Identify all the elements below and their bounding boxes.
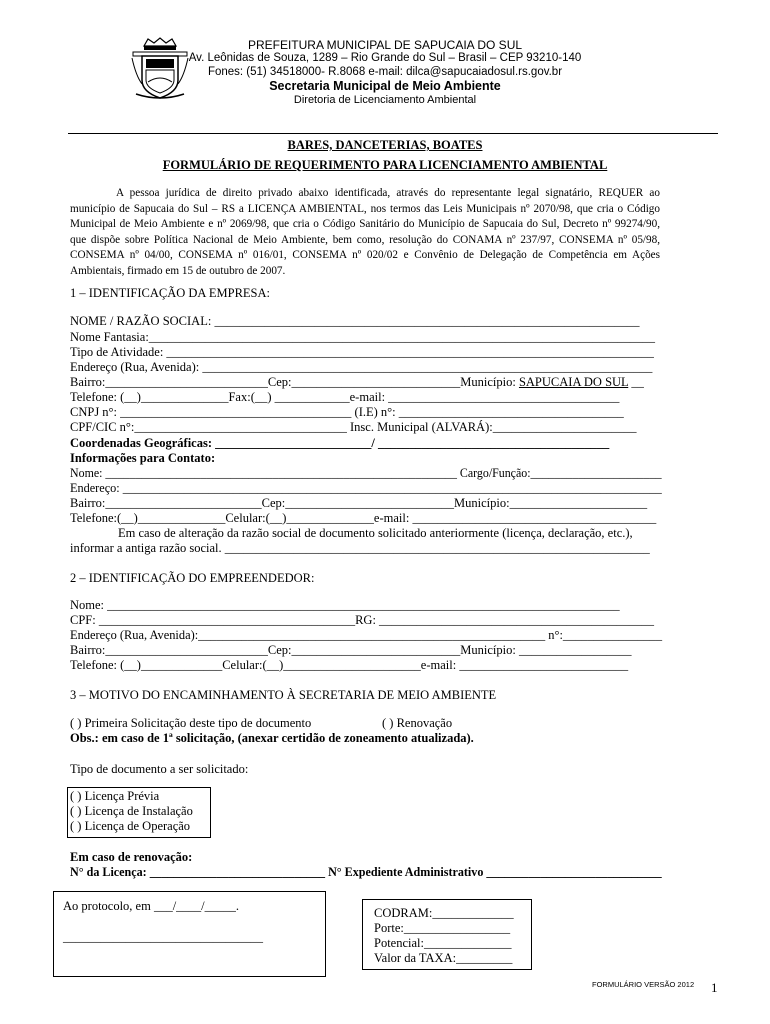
bairro-cep-label: Bairro:__________________________Cep:___________________________Município: [70,375,519,389]
header-diretoria: Diretoria de Licenciamento Ambiental [293,94,477,106]
header-address: Av. Leônidas de Souza, 1289 – Rio Grande do Sul – Brasil – CEP 93210-140 [188,52,582,64]
header-secretaria: Secretaria Municipal de Meio Ambiente [269,79,501,93]
form-title: FORMULÁRIO DE REQUERIMENTO PARA LICENCIAMENTO AMBIENTAL [162,158,608,172]
protocolo-date-field[interactable]: Ao protocolo, em ___/____/_____. [63,899,240,913]
renovacao-label: Em caso de renovação: [70,850,193,864]
contato-endereco-field[interactable]: Endereço: ________________________________________________________________________________________ [70,481,662,495]
potencial-field[interactable]: Potencial:______________ [374,936,512,950]
municipio-tail: __ [628,375,644,389]
telefone-fax-email-field[interactable]: Telefone: (__)______________Fax:(__) ____________e-mail: _____________________________________ [70,390,620,404]
empreendedor-bairro-field[interactable]: Bairro:__________________________Cep:___________________________Município: __________________ [70,643,632,657]
empreendedor-cpf-rg-field[interactable]: CPF: _________________________________________RG: ____________________________________________ [70,613,655,627]
licenca-operacao-checkbox[interactable]: ( ) Licença de Operação [70,819,191,833]
header-divider [68,133,718,134]
empreendedor-nome-field[interactable]: Nome: __________________________________________________________________________________ [70,598,620,612]
empreendedor-endereco-field[interactable]: Endereço (Rua, Avenida):________________________________________________________ n°:________________ [70,628,663,642]
valor-taxa-field[interactable]: Valor da TAXA:_________ [374,951,513,965]
cpf-alvara-field[interactable]: CPF/CIC n°:__________________________________ Insc. Municipal (ALVARÁ):_______________________ [70,420,637,434]
contato-telefone-field[interactable]: Telefone:(__)______________Celular:(__)______________e-mail: _______________________________________ [70,511,657,525]
header-contact: Fones: (51) 34518000- R.8068 e-mail: dilca@sapucaiadosul.rs.gov.br [207,66,563,78]
primeira-solicitacao-checkbox[interactable]: ( ) Primeira Solicitação deste tipo de documento [70,716,312,730]
coordenadas-field[interactable]: Coordenadas Geográficas: _________________________/ _____________________________________ [70,436,610,450]
contato-nome-field[interactable]: Nome: ___________________________________________________________ Cargo/Função:______________________ [70,466,662,480]
renovacao-checkbox[interactable]: ( ) Renovação [382,716,453,730]
empreendedor-telefone-field[interactable]: Telefone: (__)_____________Celular:(__)______________________e-mail: ___________________________ [70,658,629,672]
page-number: 1 [711,980,718,995]
razao-social-field[interactable]: NOME / RAZÃO SOCIAL: ____________________________________________________________________ [70,314,640,328]
cnpj-ie-field[interactable]: CNPJ n°: _____________________________________ (I.E) n°: ____________________________________ [70,405,624,419]
form-version: FORMULÁRIO VERSÃO 2012 [592,980,695,989]
alteracao-text: Em caso de alteração da razão social de documento solicitado anteriormente (licença, declaração, etc.), [118,526,633,540]
obs-zoneamento: Obs.: em caso de 1ª solicitação, (anexar certidão de zoneamento atualizada). [70,731,474,745]
tipo-documento-label: Tipo de documento a ser solicitado: [70,762,249,776]
municipio-value: SAPUCAIA DO SUL [518,375,629,389]
contato-label: Informações para Contato: [70,451,216,465]
header-prefeitura: PREFEITURA MUNICIPAL DE SAPUCAIA DO SUL [247,38,523,52]
section1-heading: 1 – IDENTIFICAÇÃO DA EMPRESA: [70,286,271,300]
form-category-title: BARES, DANCETERIAS, BOATES [287,138,483,152]
contato-bairro-field[interactable]: Bairro:_________________________Cep:___________________________Município:______________________ [70,496,648,510]
nome-fantasia-field[interactable]: Nome Fantasia:_________________________________________________________________________________ [70,330,656,344]
intro-paragraph: A pessoa jurídica de direito privado abaixo identificada, através do representante legal signatário, REQUER ao município de Sapucaia do Sul – RS a LICENÇA AMBIENTAL, nos termos das Leis Municipais nº 2070/98, que cria o Código Municipal de Meio Ambiente e nº 2069/98, que cria o Código Sanitário do Município de Sapucaia do Sul, Decreto nº 99274/90, que dispõe sobre Política Nacional de Meio Ambiente, bem como, resolução do CONAMA nº 237/97, CONSEMA nº 05/98, CONSEMA nº 04/00, CONSEMA nº 016/01, CONSEMA nº 020/02 e Convênio de Delegação de Competência em Ações Ambientais, firmado em 15 de outubro de 2007. [70,187,660,277]
section2-heading: 2 – IDENTIFICAÇÃO DO EMPREENDEDOR: [70,571,315,585]
protocolo-signature-field[interactable]: ________________________________ [63,930,263,944]
codram-field[interactable]: CODRAM:_____________ [374,906,514,920]
licenca-previa-checkbox[interactable]: ( ) Licença Prévia [70,789,160,803]
licenca-instalacao-checkbox[interactable]: ( ) Licença de Instalação [70,804,193,818]
porte-field[interactable]: Porte:_________________ [374,921,511,935]
tipo-atividade-field[interactable]: Tipo de Atividade: ______________________________________________________________________________ [70,345,654,359]
bairro-cep-municipio-field[interactable] [70,375,644,390]
endereco-field[interactable]: Endereço (Rua, Avenida): ________________________________________________________________________ [70,360,653,374]
section3-heading: 3 – MOTIVO DO ENCAMINHAMENTO À SECRETARIA DE MEIO AMBIENTE [70,688,497,702]
antiga-razao-field[interactable]: informar a antiga razão social. ____________________________________________________________________ [70,541,650,555]
numero-licenca-field[interactable]: N° da Licença: _____________________________ N° Expediente Administrativo _____________________________ [70,865,662,879]
